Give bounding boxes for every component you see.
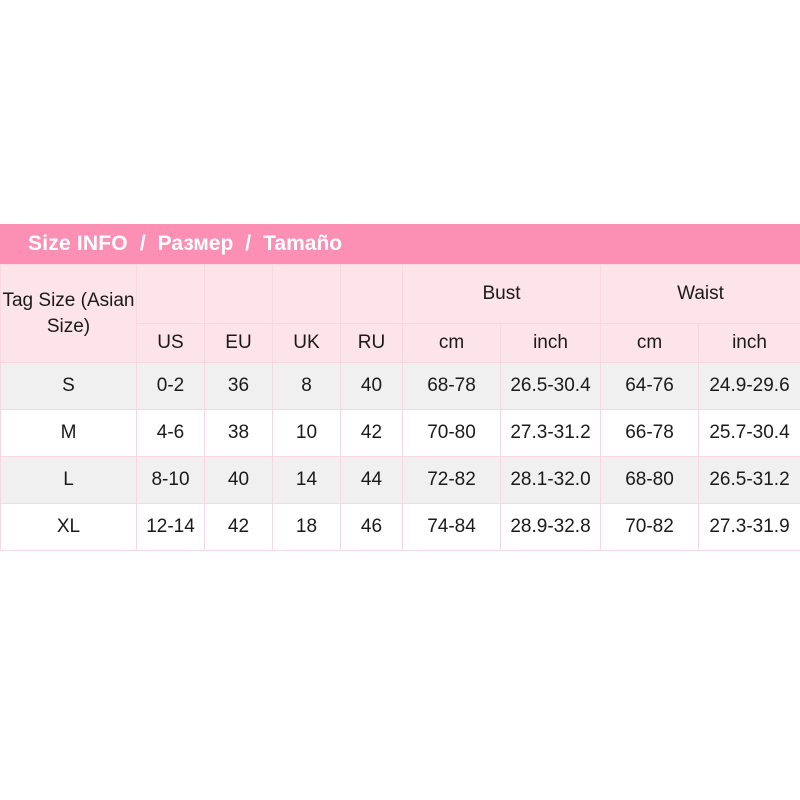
cell-uk: 18: [273, 504, 341, 551]
cell-uk: 10: [273, 410, 341, 457]
cell-ru: 40: [341, 363, 403, 410]
header-group-waist: Waist: [601, 265, 800, 324]
cell-bust-inch: 28.9-32.8: [501, 504, 601, 551]
header-ru: RU: [341, 324, 403, 363]
cell-waist-inch: 27.3-31.9: [699, 504, 800, 551]
cell-eu: 42: [205, 504, 273, 551]
table-row: [1, 410, 800, 457]
size-table: [0, 264, 800, 551]
cell-us: 8-10: [137, 457, 205, 504]
cell-eu: 40: [205, 457, 273, 504]
cell-bust-cm: 74-84: [403, 504, 501, 551]
header-waist-inch: inch: [699, 324, 800, 363]
title-razmer: Размер: [157, 232, 234, 255]
cell-tag: M: [1, 410, 137, 457]
cell-bust-inch: 26.5-30.4: [501, 363, 601, 410]
cell-tag: XL: [1, 504, 137, 551]
cell-ru: 46: [341, 504, 403, 551]
header-bust-cm: cm: [403, 324, 501, 363]
cell-waist-inch: 24.9-29.6: [699, 363, 800, 410]
header-group-bust: Bust: [403, 265, 601, 324]
cell-waist-inch: 26.5-31.2: [699, 457, 800, 504]
header-bust-inch: inch: [501, 324, 601, 363]
title-separator-1: /: [139, 232, 146, 255]
cell-waist-inch: 25.7-30.4: [699, 410, 800, 457]
cell-bust-cm: 68-78: [403, 363, 501, 410]
cell-bust-inch: 27.3-31.2: [501, 410, 601, 457]
header-eu: EU: [205, 324, 273, 363]
size-info-title-bar: [0, 224, 800, 264]
header-blank-us: [137, 265, 205, 324]
title-size-info: Size INFO: [28, 232, 128, 255]
title-tamano: Tamaño: [263, 232, 343, 255]
header-us: US: [137, 324, 205, 363]
table-row: [1, 363, 800, 410]
cell-uk: 14: [273, 457, 341, 504]
header-waist-cm: cm: [601, 324, 699, 363]
cell-waist-cm: 64-76: [601, 363, 699, 410]
cell-bust-inch: 28.1-32.0: [501, 457, 601, 504]
size-chart-block: [0, 224, 800, 551]
header-uk: UK: [273, 324, 341, 363]
cell-ru: 42: [341, 410, 403, 457]
cell-bust-cm: 70-80: [403, 410, 501, 457]
cell-uk: 8: [273, 363, 341, 410]
cell-us: 0-2: [137, 363, 205, 410]
cell-us: 4-6: [137, 410, 205, 457]
cell-waist-cm: 68-80: [601, 457, 699, 504]
header-blank-uk: [273, 265, 341, 324]
table-row: [1, 457, 800, 504]
cell-us: 12-14: [137, 504, 205, 551]
header-group-row: [1, 265, 800, 324]
cell-eu: 36: [205, 363, 273, 410]
header-blank-ru: [341, 265, 403, 324]
size-table-head: [1, 265, 800, 363]
cell-tag: L: [1, 457, 137, 504]
header-tag-size: Tag Size (Asian Size): [1, 265, 137, 363]
cell-ru: 44: [341, 457, 403, 504]
cell-waist-cm: 70-82: [601, 504, 699, 551]
size-table-body: [1, 363, 800, 551]
cell-tag: S: [1, 363, 137, 410]
cell-waist-cm: 66-78: [601, 410, 699, 457]
header-blank-eu: [205, 265, 273, 324]
table-row: [1, 504, 800, 551]
cell-eu: 38: [205, 410, 273, 457]
cell-bust-cm: 72-82: [403, 457, 501, 504]
title-separator-2: /: [245, 232, 252, 255]
